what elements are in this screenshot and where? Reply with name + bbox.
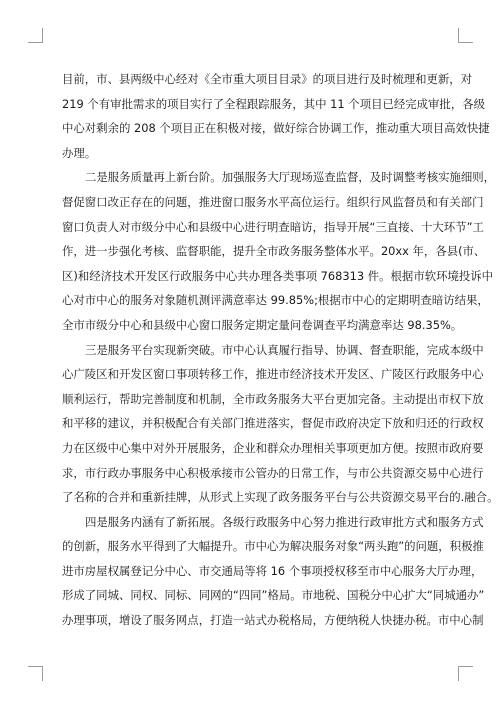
text-line: 进市房屋权属登记分中心、市交通局等将 16 个事项授权移至市中心服务大厅办理， bbox=[62, 563, 483, 578]
text-line: 219 个有审批需求的项目实行了全程跟踪服务，其中 11 个项目已经完成审批，各级 bbox=[62, 96, 485, 111]
text-line: 力在区级中心集中对外开展服务，企业和群众办理相关事项更加方便。按照市政府要 bbox=[62, 440, 484, 455]
crop-mark-bottom-right bbox=[458, 666, 473, 681]
crop-mark-top-left bbox=[28, 28, 43, 43]
text-line: 心对市中心的服务对象随机测评满意率达 99.85%;根据市中心的定期明查暗访结果， bbox=[62, 293, 489, 308]
text-line: 和平移的建议，并积极配合有关部门推进落实，督促市政府决定下放和归还的行政权 bbox=[62, 416, 484, 431]
text-line: 中心对剩余的 208 个项目正在积极对接，做好综合协调工作，推动重大项目高效快捷 bbox=[62, 121, 490, 136]
text-line: 作，进一步强化考核、监督职能，提升全市政务服务整体水平。20xx 年，各县(市、 bbox=[62, 244, 486, 259]
text-line: 了名称的合并和重新挂牌，从形式上实现了政务服务平台与公共资源交易平台的.融合。 bbox=[62, 490, 499, 505]
text-line: 目前，市、县两级中心经对《全市重大项目目录》的项目进行及时梳理和更新，对 bbox=[62, 72, 473, 86]
text-line: 的创新，服务水平得到了大幅提升。市中心为解决服务对象“两头跑”的问题，积极推 bbox=[62, 539, 484, 554]
text-line: 顺利运行，帮助完善制度和机制，全市政务服务大平台更加完备。主动提出市权下放 bbox=[62, 391, 484, 406]
crop-mark-bottom-left bbox=[28, 666, 43, 681]
text-line: 窗口负责人对市级分中心和县级中心进行明查暗访，指导开展“三直接、十大环节”工 bbox=[62, 219, 484, 234]
crop-mark-top-right bbox=[458, 28, 473, 43]
text-line: 督促窗口改正存在的问题，推进窗口服务水平高位运行。组织行风监督员和有关部门 bbox=[62, 194, 484, 209]
text-line: 全市市级分中心和县级中心窗口服务定期定量问卷调查平均满意率达 98.35%。 bbox=[62, 317, 463, 332]
text-line: 办理。 bbox=[62, 145, 97, 160]
text-line: 三是服务平台实现新突破。市中心认真履行指导、协调、督查职能，完成本级中 bbox=[85, 342, 484, 357]
text-line: 形成了同城、同权、同标、同网的“四同”格局。市地税、国税分中心扩大“同城通办” bbox=[62, 588, 485, 603]
text-line: 四是服务内涵有了新拓展。各级行政服务中心努力推进行政审批方式和服务方式 bbox=[85, 514, 484, 529]
text-line: 区)和经济技术开发区行政服务中心共办理各类事项 768313 件。根据市软环境投诉中 bbox=[62, 268, 494, 283]
text-line: 二是服务质量再上新台阶。加强服务大厅现场巡查监督，及时调整考核实施细则， bbox=[85, 170, 496, 185]
document-body bbox=[62, 67, 499, 633]
text-line: 办理事项，增设了服务网点，打造一站式办税格局，方便纳税人快捷办税。市中心制 bbox=[62, 613, 484, 628]
text-line: 求，市行政办事服务中心积极承接市公管办的日常工作，与市公共资源交易中心进行 bbox=[62, 465, 484, 480]
text-line: 心广陵区和开发区窗口事项转移工作，推进市经济技术开发区、广陵区行政服务中心 bbox=[62, 367, 484, 382]
